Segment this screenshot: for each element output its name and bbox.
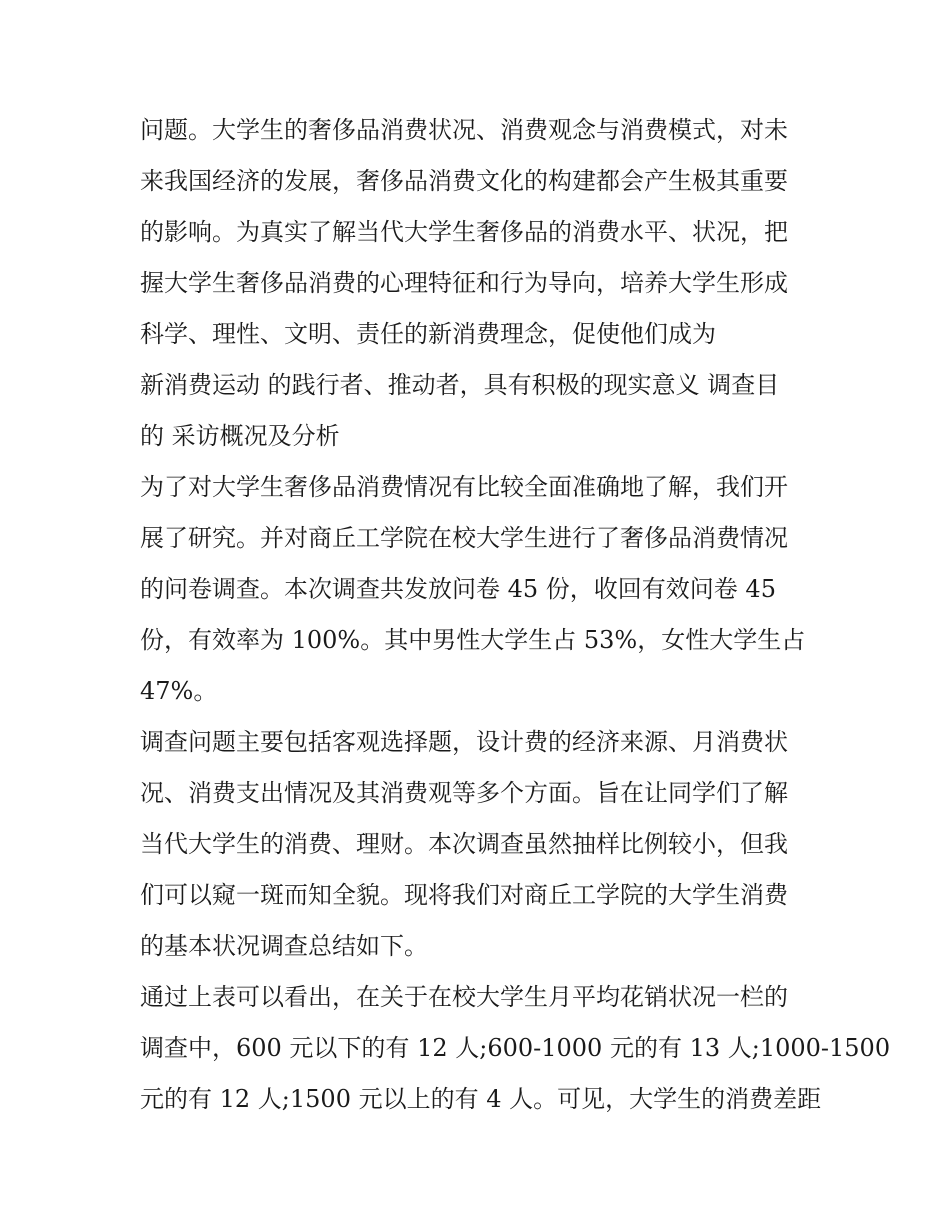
text-line: 的 采访概况及分析 <box>140 422 340 450</box>
text-line: 47%。 <box>140 677 218 705</box>
text-line: 问题。大学生的奢侈品消费状况、消费观念与消费模式，对未 <box>140 116 788 144</box>
text-line: 调查问题主要包括客观选择题，设计费的经济来源、月消费状 <box>140 728 788 756</box>
text-line: 来我国经济的发展，奢侈品消费文化的构建都会产生极其重要 <box>140 167 788 195</box>
text-line: 为了对大学生奢侈品消费情况有比较全面准确地了解，我们开 <box>140 473 788 501</box>
text-line: 元的有 12 人;1500 元以上的有 4 人。可见，大学生的消费差距 <box>140 1085 822 1113</box>
text-line: 科学、理性、文明、责任的新消费理念，促使他们成为 <box>140 320 716 348</box>
text-line: 况、消费支出情况及其消费观等多个方面。旨在让同学们了解 <box>140 779 788 807</box>
text-line: 新消费运动 的践行者、推动者，具有积极的现实意义 调查目 <box>140 371 780 399</box>
text-line: 通过上表可以看出，在关于在校大学生月平均花销状况一栏的 <box>140 983 788 1011</box>
text-line: 们可以窥一斑而知全貌。现将我们对商丘工学院的大学生消费 <box>140 881 788 909</box>
text-line: 调查中，600 元以下的有 12 人;600-1000 元的有 13 人;1000-1500 <box>140 1034 891 1062</box>
text-line: 份，有效率为 100%。其中男性大学生占 53%，女性大学生占 <box>140 626 806 654</box>
text-line: 的问卷调查。本次调查共发放问卷 45 份，收回有效问卷 45 <box>140 575 776 603</box>
body-text <box>140 105 891 1125</box>
text-line: 展了研究。并对商丘工学院在校大学生进行了奢侈品消费情况 <box>140 524 788 552</box>
text-line: 的影响。为真实了解当代大学生奢侈品的消费水平、状况，把 <box>140 218 788 246</box>
text-line: 握大学生奢侈品消费的心理特征和行为导向，培养大学生形成 <box>140 269 788 297</box>
text-line: 的基本状况调查总结如下。 <box>140 932 428 960</box>
text-line: 当代大学生的消费、理财。本次调查虽然抽样比例较小，但我 <box>140 830 788 858</box>
